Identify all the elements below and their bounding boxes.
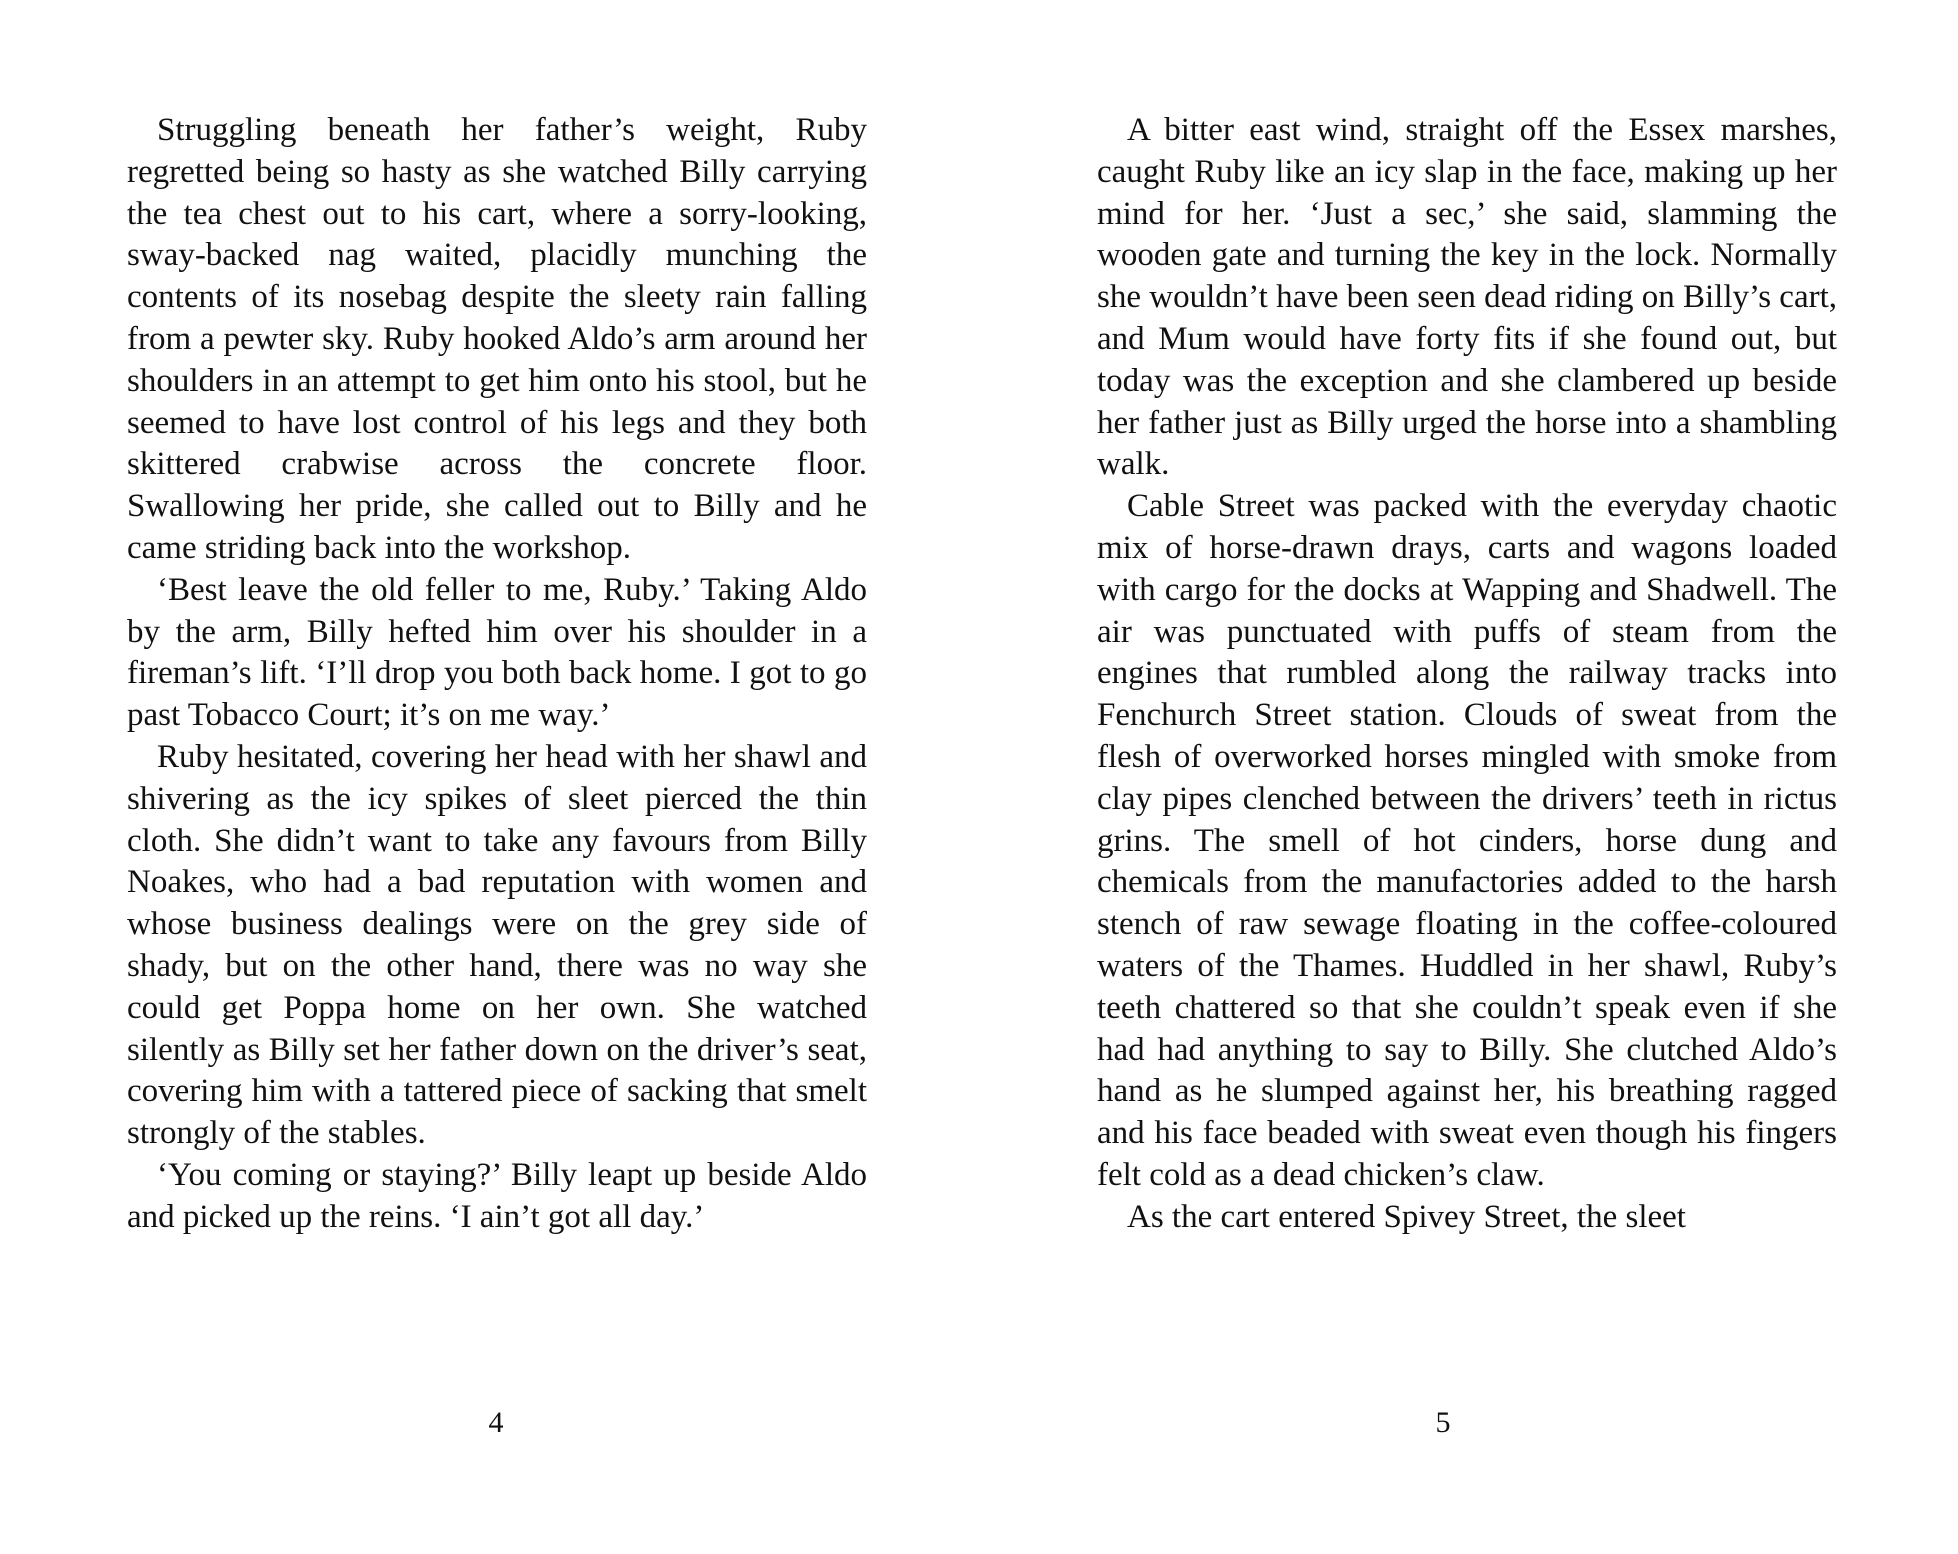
right-page-body [1097,110,1837,1239]
page-number: 4 [488,1406,504,1439]
paragraph: Ruby hesitated, covering her head with her shawl and shivering as the icy spikes of sleet pierced the thin cloth. She didn’t want to take any favours from Billy Noakes, who had a bad reputation with women and whose business dealings were on the grey side of shady, but on the other hand, there was no way she could get Poppa home on her own. She watched silently as Billy set her father down on the driver’s seat, covering him with a tattered piece of sacking that smelt strongly of the stables. [127,738,867,1152]
paragraph: ‘Best leave the old feller to me, Ruby.’ Taking Aldo by the arm, Billy hefted him over his shoulder in a fireman’s lift. ‘I’ll drop you both back home. I got to go past Tobacco Court; it’s on me way.’ [127,571,867,734]
paragraph: As the cart entered Spivey Street, the sleet [1127,1198,1686,1235]
page-number: 5 [1435,1406,1451,1439]
paragraph: Struggling beneath her father’s weight, Ruby regretted being so hasty as she watched Billy carrying the tea chest out to his cart, where a sorry-looking, sway-backed nag waited, placidly munching the contents of its nosebag despite the sleety rain falling from a pewter sky. Ruby hooked Aldo’s arm around her shoulders in an attempt to get him onto his stool, but he seemed to have lost control of his legs and they both skittered crabwise across the concrete floor. Swallowing her pride, she called out to Billy and he came striding back into the workshop. [127,112,867,566]
paragraph: ‘You coming or staying?’ Billy leapt up beside Aldo and picked up the reins. ‘I ain’t got all day.’ [127,1156,867,1235]
paragraph: A bitter east wind, straight off the Essex marshes, caught Ruby like an icy slap in the face, making up her mind for her. ‘Just a sec,’ she said, slamming the wooden gate and turning the key in the lock. Normally she wouldn’t have been seen dead riding on Billy’s cart, and Mum would have forty fits if she found out, but today was the exception and she clambered up beside her father just as Billy urged the horse into a shambling walk. [1097,112,1837,483]
paragraph: Cable Street was packed with the everyday chaotic mix of horse-drawn drays, carts and wagons loaded with cargo for the docks at Wapping and Shadwell. The air was punctuated with puffs of steam from the engines that rumbled along the railway tracks into Fenchurch Street station. Clouds of sweat from the flesh of overworked horses mingled with smoke from clay pipes clenched between the drivers’ teeth in rictus grins. The smell of hot cinders, horse dung and chemicals from the manufactories added to the harsh stench of raw sewage floating in the coffee-coloured waters of the Thames. Huddled in her shawl, Ruby’s teeth chattered so that she couldn’t speak even if she had had anything to say to Billy. She clutched Aldo’s hand as he slumped against her, his breathing ragged and his face beaded with sweat even though his fingers felt cold as a dead chicken’s claw. [1097,488,1837,1193]
right-page [979,0,1958,1554]
left-page-body [127,110,867,1239]
